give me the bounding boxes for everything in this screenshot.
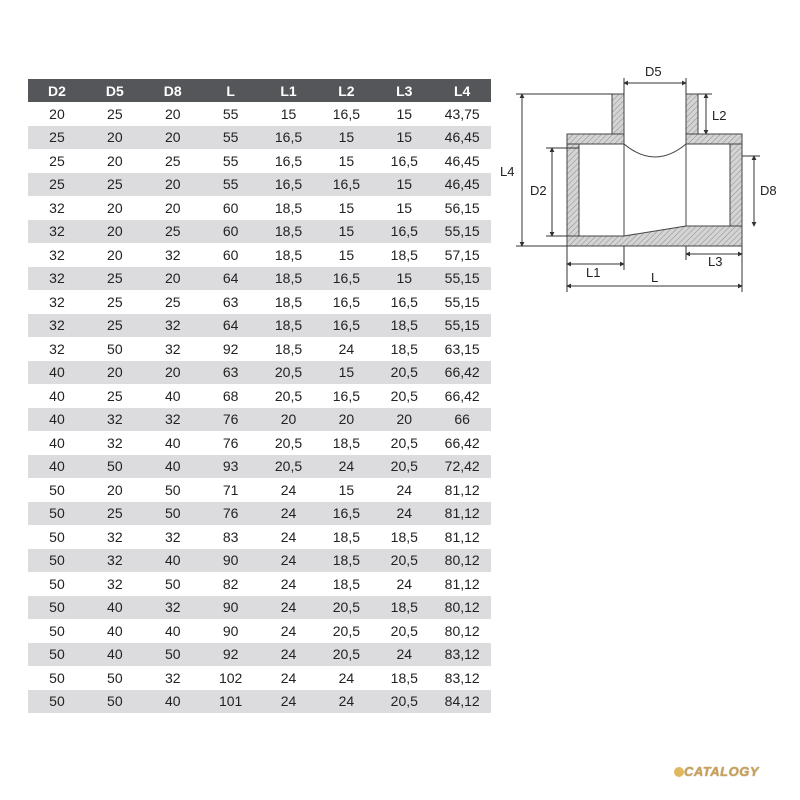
table-cell: 81,12 — [444, 481, 480, 498]
table-cell: 76 — [202, 502, 260, 526]
table-row — [28, 337, 491, 361]
table-row — [28, 549, 491, 573]
table-cell: 18,5 — [390, 340, 418, 357]
table-cell: 40 — [86, 643, 144, 667]
table-cell: 16,5 — [332, 387, 361, 404]
table-row — [28, 290, 491, 314]
table-cell: 25 — [86, 267, 144, 291]
table-cell: 84,12 — [433, 690, 491, 714]
table-cell: 40 — [144, 455, 202, 479]
table-cell: 18,5 — [274, 199, 303, 216]
table-cell: 20 — [86, 220, 144, 244]
table-cell: 20 — [107, 481, 123, 498]
table-cell: 66,42 — [444, 434, 480, 451]
table-row — [28, 572, 491, 596]
table-row — [28, 431, 491, 455]
table-row — [28, 502, 491, 526]
table-cell: 50 — [144, 502, 202, 526]
table-body — [28, 102, 491, 713]
table-row — [28, 619, 491, 643]
table-cell: 80,12 — [433, 596, 491, 620]
table-cell: 57,15 — [444, 246, 480, 263]
table-cell: 40 — [164, 387, 181, 404]
column-header-d5: D5 — [86, 79, 144, 102]
table-cell: 18,5 — [274, 340, 303, 357]
table-cell: 20,5 — [260, 455, 318, 479]
table-cell: 50 — [28, 549, 86, 573]
table-cell: 32 — [144, 596, 202, 620]
table-row — [28, 690, 491, 714]
table-cell: 32 — [164, 340, 181, 357]
table-cell: 50 — [28, 596, 86, 620]
table-cell: 50 — [49, 528, 65, 545]
table-cell: 20,5 — [317, 643, 375, 667]
table-row — [28, 596, 491, 620]
table-cell: 25 — [28, 173, 86, 197]
table-cell: 92 — [202, 643, 260, 667]
table-header-row — [28, 79, 491, 102]
table-cell: 25 — [86, 173, 144, 197]
table-cell: 40 — [49, 387, 65, 404]
column-header-l3: L3 — [375, 79, 433, 102]
table-row — [28, 525, 491, 549]
table-cell: 24 — [280, 528, 297, 545]
table-cell: 55,15 — [433, 267, 491, 291]
table-cell: 20 — [86, 126, 144, 150]
table-cell: 32 — [28, 314, 86, 338]
table-cell: 60 — [202, 220, 260, 244]
table-cell: 15 — [317, 126, 375, 150]
column-header-l1: L1 — [260, 79, 318, 102]
table-cell: 32 — [28, 220, 86, 244]
table-cell: 55 — [202, 173, 260, 197]
table-cell: 71 — [222, 481, 239, 498]
table-cell: 24 — [280, 622, 297, 639]
label-l2: L2 — [712, 108, 727, 123]
table-cell: 20 — [144, 126, 202, 150]
table-cell: 50 — [107, 340, 123, 357]
table-cell: 25 — [107, 105, 123, 122]
table-cell: 50 — [164, 481, 181, 498]
table-cell: 15 — [338, 481, 355, 498]
table-cell: 20,5 — [390, 387, 418, 404]
table-cell: 50 — [49, 575, 65, 592]
table-cell: 50 — [86, 455, 144, 479]
table-cell: 46,45 — [433, 173, 491, 197]
table-cell: 16,5 — [332, 105, 361, 122]
column-header-l4: L4 — [433, 79, 491, 102]
table-cell: 50 — [107, 669, 123, 686]
table-cell: 50 — [28, 643, 86, 667]
table-cell: 40 — [144, 690, 202, 714]
table-cell: 66,42 — [433, 361, 491, 385]
table-cell: 82 — [222, 575, 239, 592]
table-cell: 18,5 — [260, 220, 318, 244]
table-cell: 25 — [107, 293, 123, 310]
table-cell: 24 — [280, 669, 297, 686]
table-cell: 83,12 — [444, 669, 480, 686]
table-cell: 16,5 — [260, 126, 318, 150]
table-cell: 60 — [222, 246, 239, 263]
table-cell: 15 — [317, 361, 375, 385]
table-cell: 18,5 — [274, 246, 303, 263]
table-cell: 20,5 — [375, 549, 433, 573]
table-cell: 46,45 — [444, 152, 480, 169]
table-cell: 20 — [107, 199, 123, 216]
table-cell: 50 — [28, 502, 86, 526]
table-cell: 20 — [260, 408, 318, 432]
table-row — [28, 455, 491, 479]
table-cell: 15 — [396, 199, 413, 216]
table-cell: 40 — [107, 622, 123, 639]
table-cell: 24 — [375, 502, 433, 526]
table-cell: 18,5 — [274, 293, 303, 310]
table-cell: 15 — [338, 246, 355, 263]
table-cell: 16,5 — [317, 502, 375, 526]
table-row — [28, 196, 491, 220]
label-d2: D2 — [530, 183, 547, 198]
table-row — [28, 361, 491, 385]
table-cell: 20 — [144, 361, 202, 385]
dimensions-table — [28, 79, 491, 713]
table-cell: 15 — [280, 105, 297, 122]
table-cell: 24 — [280, 575, 297, 592]
table-cell: 32 — [49, 246, 65, 263]
table-cell: 16,5 — [390, 293, 418, 310]
table-cell: 50 — [144, 643, 202, 667]
table-cell: 90 — [222, 622, 239, 639]
table-cell: 20 — [144, 173, 202, 197]
table-cell: 76 — [202, 408, 260, 432]
table-row — [28, 220, 491, 244]
table-cell: 15 — [375, 126, 433, 150]
label-d5: D5 — [645, 64, 662, 79]
table-cell: 18,5 — [390, 246, 418, 263]
table-cell: 24 — [338, 669, 355, 686]
watermark-logo: CATALOGY — [684, 764, 760, 779]
table-row — [28, 643, 491, 667]
table-cell: 80,12 — [444, 622, 480, 639]
table-cell: 32 — [164, 669, 181, 686]
table-cell: 32 — [28, 267, 86, 291]
label-l4: L4 — [500, 164, 515, 179]
table-cell: 20 — [164, 105, 181, 122]
table-row — [28, 384, 491, 408]
table-cell: 20,5 — [274, 387, 303, 404]
table-cell: 32 — [86, 549, 144, 573]
table-cell: 18,5 — [332, 434, 361, 451]
table-cell: 18,5 — [317, 549, 375, 573]
table-cell: 64 — [202, 314, 260, 338]
table-cell: 20,5 — [375, 690, 433, 714]
table-cell: 20,5 — [332, 622, 361, 639]
table-cell: 68 — [222, 387, 239, 404]
table-cell: 15 — [338, 152, 355, 169]
table-cell: 32 — [86, 408, 144, 432]
table-row — [28, 243, 491, 267]
table-cell: 80,12 — [433, 549, 491, 573]
table-cell: 20 — [164, 199, 181, 216]
table-cell: 32 — [107, 575, 123, 592]
table-cell: 32 — [49, 199, 65, 216]
table-cell: 60 — [222, 199, 239, 216]
table-cell: 50 — [49, 481, 65, 498]
table-cell: 32 — [144, 314, 202, 338]
table-cell: 50 — [164, 575, 181, 592]
watermark-logo-icon — [674, 767, 684, 777]
table-cell: 25 — [86, 502, 144, 526]
table-row — [28, 267, 491, 291]
table-cell: 24 — [375, 643, 433, 667]
table-cell: 55 — [202, 126, 260, 150]
label-l1: L1 — [586, 265, 601, 280]
table-cell: 16,5 — [390, 152, 418, 169]
table-cell: 20,5 — [274, 434, 303, 451]
table-cell: 15 — [375, 173, 433, 197]
table-cell: 20,5 — [390, 434, 418, 451]
column-header-l: L — [202, 79, 260, 102]
table-cell: 24 — [280, 481, 297, 498]
table-cell: 18,5 — [260, 314, 318, 338]
table-row — [28, 314, 491, 338]
table-cell: 32 — [144, 408, 202, 432]
table-cell: 40 — [28, 361, 86, 385]
table-row — [28, 478, 491, 502]
table-cell: 66,42 — [444, 387, 480, 404]
table-cell: 50 — [49, 622, 65, 639]
table-cell: 24 — [260, 596, 318, 620]
table-cell: 20 — [144, 267, 202, 291]
table-cell: 46,45 — [433, 126, 491, 150]
column-header-d8: D8 — [144, 79, 202, 102]
table-cell: 20 — [107, 246, 123, 263]
table-cell: 92 — [222, 340, 239, 357]
table-cell: 40 — [28, 455, 86, 479]
table-cell: 55,15 — [444, 293, 480, 310]
table-cell: 15 — [396, 105, 413, 122]
table-cell: 63,15 — [444, 340, 480, 357]
table-cell: 25 — [107, 387, 123, 404]
table-cell: 93 — [202, 455, 260, 479]
table-cell: 16,5 — [274, 152, 303, 169]
table-cell: 83 — [222, 528, 239, 545]
table-cell: 40 — [28, 408, 86, 432]
table-cell: 18,5 — [375, 596, 433, 620]
table-cell: 16,5 — [332, 293, 361, 310]
table-cell: 24 — [396, 575, 413, 592]
table-cell: 40 — [86, 596, 144, 620]
table-cell: 20,5 — [317, 596, 375, 620]
table-cell: 50 — [28, 690, 86, 714]
table-row — [28, 126, 491, 150]
table-cell: 20 — [107, 152, 123, 169]
table-cell: 55 — [222, 152, 239, 169]
table-cell: 101 — [202, 690, 260, 714]
table-cell: 63 — [202, 361, 260, 385]
column-header-d2: D2 — [28, 79, 86, 102]
table-cell: 24 — [260, 502, 318, 526]
table-cell: 81,12 — [433, 502, 491, 526]
table-cell: 90 — [202, 549, 260, 573]
table-row — [28, 149, 491, 173]
table-cell: 16,5 — [317, 314, 375, 338]
table-cell: 24 — [396, 481, 413, 498]
table-cell: 50 — [49, 669, 65, 686]
table-cell: 40 — [164, 434, 181, 451]
table-cell: 76 — [222, 434, 239, 451]
table-cell: 16,5 — [260, 173, 318, 197]
table-cell: 32 — [49, 293, 65, 310]
table-row — [28, 102, 491, 126]
table-cell: 55 — [222, 105, 239, 122]
table-cell: 18,5 — [332, 528, 361, 545]
table-cell: 18,5 — [260, 267, 318, 291]
table-cell: 63 — [222, 293, 239, 310]
table-cell: 83,12 — [433, 643, 491, 667]
table-cell: 55,15 — [433, 314, 491, 338]
label-l3: L3 — [708, 254, 723, 269]
table-cell: 16,5 — [317, 267, 375, 291]
table-cell: 18,5 — [332, 575, 361, 592]
table-cell: 16,5 — [375, 220, 433, 244]
table-cell: 72,42 — [433, 455, 491, 479]
table-cell: 18,5 — [390, 669, 418, 686]
table-cell: 55,15 — [433, 220, 491, 244]
table-cell: 40 — [144, 549, 202, 573]
table-cell: 20,5 — [390, 622, 418, 639]
table-cell: 32 — [164, 528, 181, 545]
table-cell: 25 — [28, 126, 86, 150]
table-row — [28, 173, 491, 197]
table-cell: 15 — [375, 267, 433, 291]
table-cell: 90 — [202, 596, 260, 620]
table-cell: 16,5 — [317, 173, 375, 197]
table-cell: 25 — [144, 220, 202, 244]
table-cell: 56,15 — [444, 199, 480, 216]
table-cell: 20 — [49, 105, 65, 122]
table-row — [28, 408, 491, 432]
table-cell: 32 — [107, 434, 123, 451]
table-cell: 20,5 — [375, 455, 433, 479]
table-cell: 20,5 — [375, 361, 433, 385]
label-l: L — [651, 270, 659, 285]
table-cell: 81,12 — [444, 528, 480, 545]
tee-fitting-diagram — [494, 62, 777, 302]
table-cell: 32 — [164, 246, 181, 263]
table-cell: 20,5 — [260, 361, 318, 385]
table-cell: 15 — [317, 220, 375, 244]
table-cell: 25 — [49, 152, 65, 169]
table-cell: 43,75 — [444, 105, 480, 122]
table-cell: 24 — [260, 643, 318, 667]
table-cell: 20 — [375, 408, 433, 432]
table-cell: 102 — [218, 669, 243, 686]
table-cell: 66 — [433, 408, 491, 432]
table-cell: 50 — [86, 690, 144, 714]
table-cell: 24 — [338, 340, 355, 357]
table-cell: 81,12 — [444, 575, 480, 592]
table-cell: 40 — [49, 434, 65, 451]
table-cell: 24 — [260, 690, 318, 714]
column-header-l2: L2 — [317, 79, 375, 102]
table-cell: 40 — [164, 622, 181, 639]
table-cell: 24 — [260, 549, 318, 573]
label-d8: D8 — [760, 183, 777, 198]
table-cell: 32 — [107, 528, 123, 545]
table-cell: 32 — [49, 340, 65, 357]
table-cell: 18,5 — [375, 314, 433, 338]
table-cell: 64 — [202, 267, 260, 291]
table-cell: 20 — [86, 361, 144, 385]
table-cell: 18,5 — [390, 528, 418, 545]
table-cell: 25 — [86, 314, 144, 338]
table-cell: 24 — [317, 455, 375, 479]
table-cell: 25 — [164, 152, 181, 169]
table-cell: 25 — [164, 293, 181, 310]
table-cell: 20 — [317, 408, 375, 432]
table-cell: 24 — [317, 690, 375, 714]
table-cell: 15 — [338, 199, 355, 216]
table-row — [28, 666, 491, 690]
